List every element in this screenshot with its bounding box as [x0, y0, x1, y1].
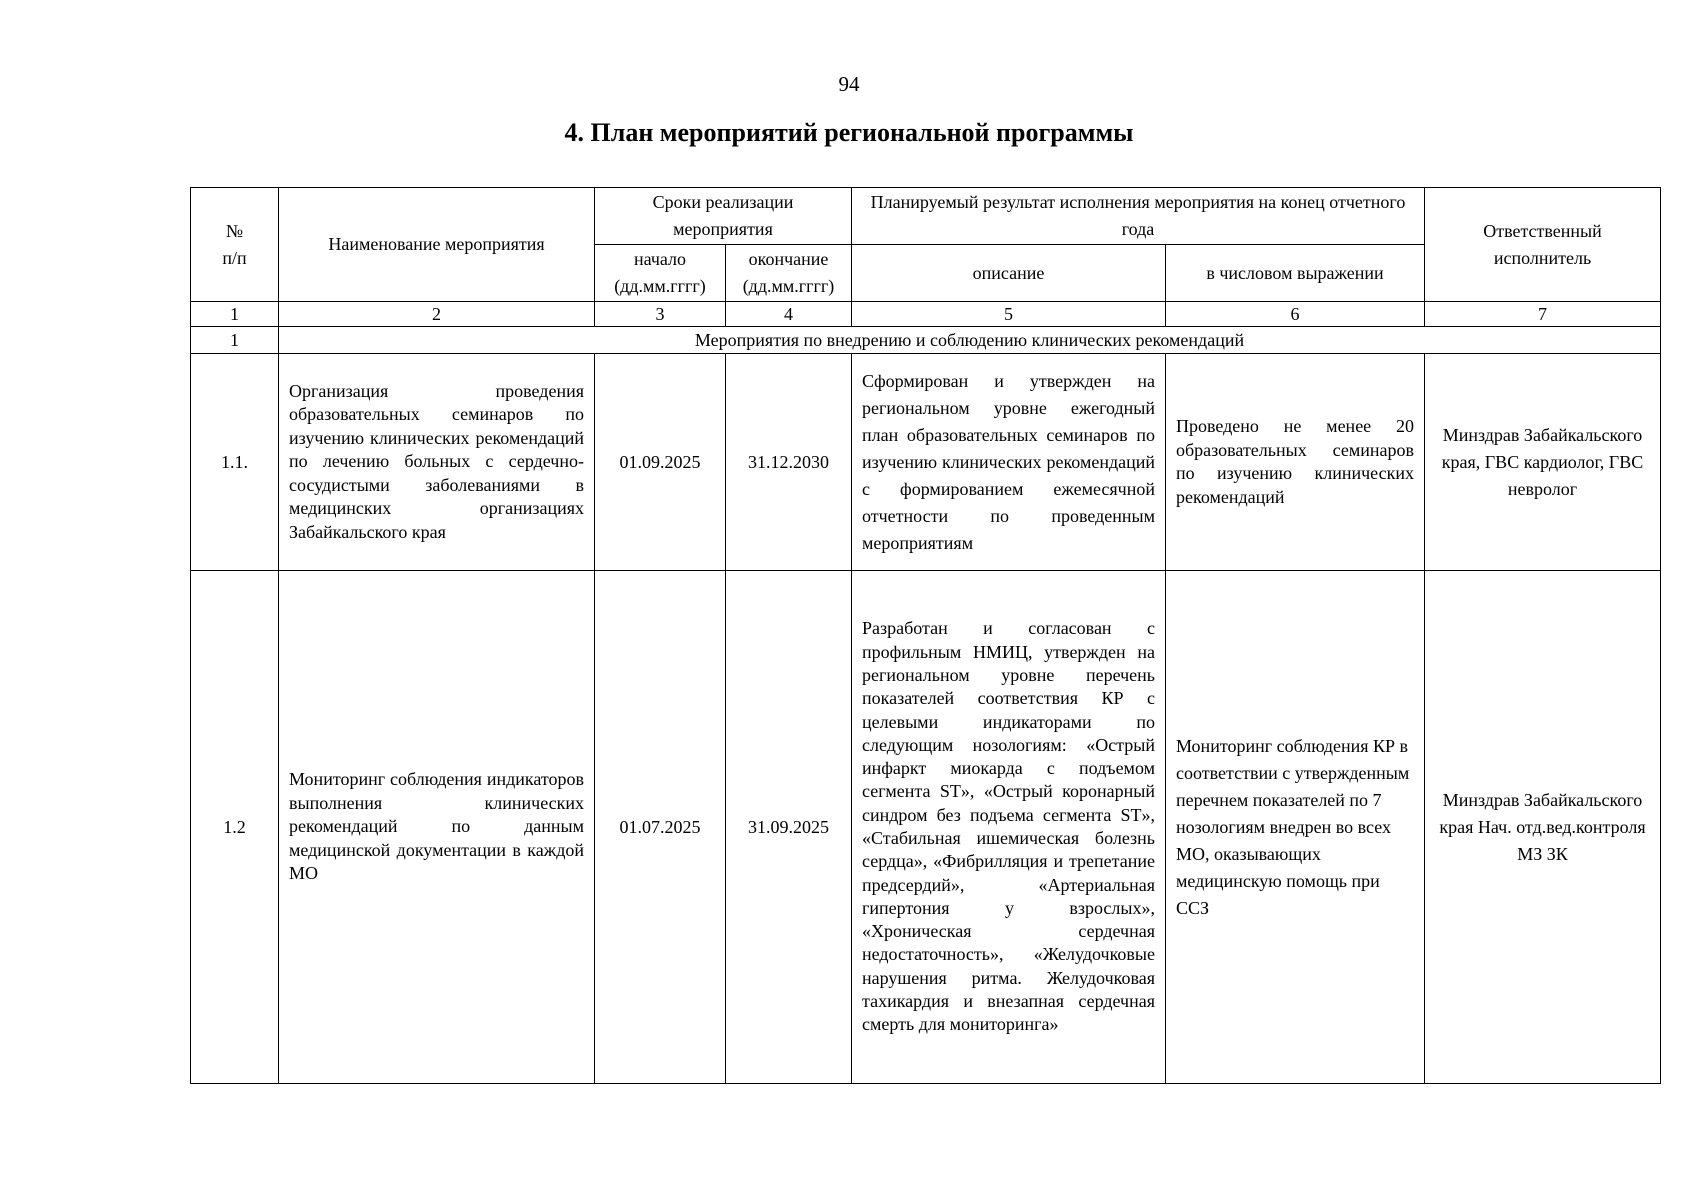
row-start-date: 01.09.2025 — [595, 354, 726, 571]
column-number: 2 — [279, 302, 595, 327]
column-number: 7 — [1425, 302, 1661, 327]
row-responsible: Минздрав Забайкальского края, ГВС кардиолог, ГВС невролог — [1425, 354, 1661, 571]
header-end: окончание (дд.мм.гггг) — [726, 245, 852, 302]
header-description: описание — [852, 245, 1166, 302]
header-start: начало (дд.мм.гггг) — [595, 245, 726, 302]
row-numeric-result: Проведено не менее 20 образовательных семинаров по изучению клинических рекомендаций — [1166, 354, 1425, 571]
row-end-date: 31.12.2030 — [726, 354, 852, 571]
header-name: Наименование мероприятия — [279, 188, 595, 302]
row-description: Сформирован и утвержден на региональном уровне ежегодный план образовательных семинаров по изучению клинических рекомендаций с формированием ежемесячной отчетности по проведенным мероприятиям — [852, 354, 1166, 571]
header-result: Планируемый результат исполнения мероприятия на конец отчетного года — [852, 188, 1425, 245]
table-row — [191, 354, 1661, 571]
header-terms: Сроки реализации мероприятия — [595, 188, 852, 245]
table-row — [191, 571, 1661, 1084]
row-start-date: 01.07.2025 — [595, 571, 726, 1084]
page-number: 94 — [838, 72, 860, 96]
action-plan-table — [190, 187, 1661, 1084]
header-responsible: Ответственный исполнитель — [1425, 188, 1661, 302]
row-numeric-result: Мониторинг соблюдения КР в соответствии с утвержденным перечнем показателей по 7 нозологиям внедрен во всех МО, оказывающих медицинскую помощь при ССЗ — [1166, 571, 1425, 1084]
header-row — [191, 188, 1661, 245]
column-number: 5 — [852, 302, 1166, 327]
column-number: 3 — [595, 302, 726, 327]
page-title: 4. План мероприятий региональной программы — [564, 118, 1134, 147]
section-row — [191, 327, 1661, 354]
row-description: Разработан и согласован с профильным НМИЦ, утвержден на региональном уровне перечень показателей соответствия КР с целевыми индикаторами по следующим нозологиям: «Острый инфаркт миокарда с подъемом сегмента ST», «Острый коронарный синдром без подъема сегмента ST», «Стабильная ишемическая болезнь сердца», «Фибрилляция и трепетание предсердий», «Артериальная гипертония у взрослых», «Хроническая сердечная недостаточность», «Желудочковые нарушения ритма. Желудочковая тахикардия и внезапная сердечная смерть для мониторинга» — [852, 571, 1166, 1084]
row-end-date: 31.09.2025 — [726, 571, 852, 1084]
row-number: 1.2 — [191, 571, 279, 1084]
row-name: Мониторинг соблюдения индикаторов выполнения клинических рекомендаций по данным медицинской документации в каждой МО — [279, 571, 595, 1084]
header-numeric: в числовом выражении — [1166, 245, 1425, 302]
column-number: 4 — [726, 302, 852, 327]
row-responsible: Минздрав Забайкальского края Нач. отд.вед.контроля МЗ ЗК — [1425, 571, 1661, 1084]
section-title: Мероприятия по внедрению и соблюдению клинических рекомендаций — [279, 327, 1661, 354]
column-number: 1 — [191, 302, 279, 327]
column-number-row — [191, 302, 1661, 327]
section-number: 1 — [191, 327, 279, 354]
header-number: № п/п — [191, 188, 279, 302]
row-name: Организация проведения образовательных семинаров по изучению клинических рекомендаций по лечению больных с сердечно-сосудистыми заболеваниями в медицинских организациях Забайкальского края — [279, 354, 595, 571]
column-number: 6 — [1166, 302, 1425, 327]
row-number: 1.1. — [191, 354, 279, 571]
